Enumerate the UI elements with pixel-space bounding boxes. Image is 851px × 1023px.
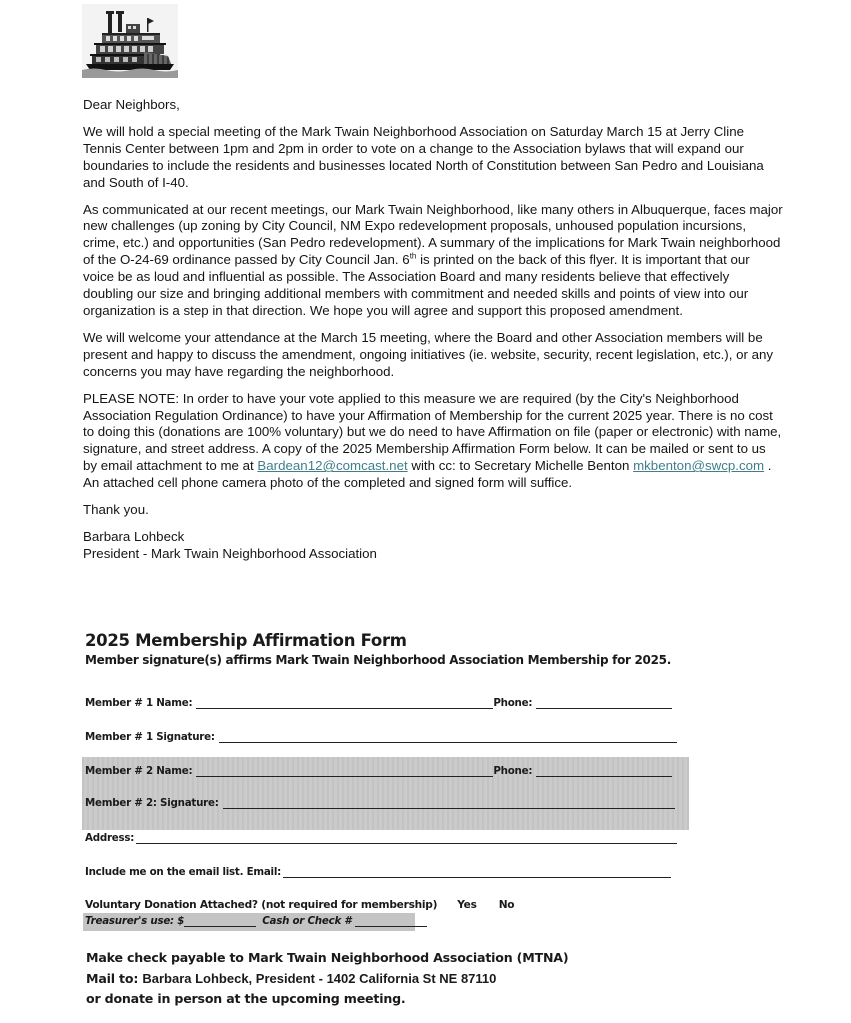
greeting: Dear Neighbors, [83, 97, 180, 112]
member2-phone-field[interactable] [536, 765, 672, 777]
form-subtitle: Member signature(s) affirms Mark Twain Neighborhood Association Membership for 2025. [85, 653, 671, 667]
paragraph-challenges-text-cont: is printed on the back of this flyer. It is important that our voice be as loud and influential as possible. The Association Board and many residents believe that effectively doubling our size and bringing additional members with commitment and needed skills and points of view into our organization is a step in that direction. We hope you will agree and support this proposed amendment. [83, 252, 750, 318]
form-title: 2025 Membership Affirmation Form [85, 631, 407, 650]
mail-to-address: Barbara Lohbeck, President - 1402 California St NE 87110 [142, 970, 497, 986]
membership-affirmation-form [85, 630, 705, 927]
member1-name-label: Member # 1 Name: [85, 697, 193, 709]
email-list-row [85, 866, 671, 878]
mail-to-line [86, 969, 568, 990]
member2-signature-field[interactable] [223, 797, 675, 809]
address-label: Address: [85, 832, 135, 844]
payment-instructions [86, 948, 568, 1010]
paragraph-challenges-text: As communicated at our recent meetings, our Mark Twain Neighborhood, like many others in Albuquerque, faces major new challenges (up zoning by City Council, NM Expo redevelopment proposals, unhoused population incursions, crime, etc.) and opportunities (San Pedro redevelopment). A summary of the implications for Mark Twain neighborhood of the O-24-69 ordinance passed by City Council Jan. 6 [83, 201, 783, 268]
riverboat-logo-icon [82, 4, 178, 78]
signature-block [83, 529, 783, 563]
address-field[interactable] [136, 832, 677, 844]
member1-name-row [85, 697, 672, 709]
email-link-mkbenton[interactable]: mkbenton@swcp.com [633, 458, 765, 474]
signer-title: President - Mark Twain Neighborhood Association [83, 545, 377, 561]
please-note-text: PLEASE NOTE: In order to have your vote applied to this measure we are required (by the City's Neighborhood Association Regulation Ordinance) to have your Affirmation of Membership for the current 2025 year. There is no cost to doing this (donations are 100% voluntary) but we do need to have Affirmation on file (paper or electronic) with name, signature, and street address. A copy of the 2025 Membership Affirmation Form below. It can be mailed or sent to us by email attachment to me at [83, 390, 782, 474]
member1-phone-field[interactable] [536, 697, 672, 709]
member2-name-field[interactable] [196, 765, 493, 777]
paragraph-meeting-announcement: We will hold a special meeting of the Mark Twain Neighborhood Association on Saturday March 15 at Jerry Cline Tennis Center between 1pm and 2pm in order to vote on a change to the Association bylaws that will expand our boundaries to include the residents and businesses located North of Constitution between San Pedro and Louisiana and South of I-40. [83, 123, 764, 190]
paragraph-challenges [83, 202, 783, 320]
treasurer-use-label: Treasurer's use: $ [85, 915, 185, 927]
mail-to-label: Mail to: [86, 970, 143, 986]
member1-phone-label: Phone: [493, 697, 533, 709]
member1-signature-field[interactable] [219, 731, 677, 743]
email-list-field[interactable] [283, 866, 671, 878]
member2-phone-label: Phone: [493, 765, 533, 777]
address-row [85, 832, 677, 844]
member2-name-label: Member # 2 Name: [85, 765, 193, 777]
letter-body [83, 97, 783, 563]
closing: Thank you. [83, 502, 149, 518]
treasurer-amount-field[interactable] [184, 915, 256, 927]
member1-name-field[interactable] [196, 697, 493, 709]
email-link-bardean[interactable]: Bardean12@comcast.net [257, 458, 408, 474]
signer-name: Barbara Lohbeck [83, 528, 185, 544]
donate-in-person-text: or donate in person at the upcoming meeting. [86, 991, 406, 1006]
member1-signature-label: Member # 1 Signature: [85, 731, 215, 743]
member2-signature-label: Member # 2: Signature: [85, 797, 219, 809]
member2-signature-row [85, 797, 675, 809]
donation-label: Voluntary Donation Attached? (not required for membership) [85, 899, 438, 911]
check-number-field[interactable] [355, 915, 427, 927]
ordinal-superscript: th [409, 251, 417, 261]
email-list-label: Include me on the email list. Email: [85, 866, 281, 878]
member2-name-row [85, 765, 672, 777]
donation-no-option[interactable]: No [498, 899, 515, 911]
check-payable-text: Make check payable to Mark Twain Neighborhood Association (MTNA) [86, 950, 569, 965]
donation-row [85, 899, 514, 911]
treasurer-use-row [85, 915, 427, 927]
please-note-closing-text: . An attached cell phone camera photo of the completed and signed form will suffice. [83, 458, 772, 491]
paragraph-welcome: We will welcome your attendance at the March 15 meeting, where the Board and other Association members will be present and happy to discuss the amendment, ongoing initiatives (ie. website, security, recent legislation, etc.), or any concerns you may have regarding the neighborhood. [83, 329, 774, 379]
cash-or-check-label: Cash or Check # [262, 915, 352, 927]
member1-signature-row [85, 731, 677, 743]
donation-yes-option[interactable]: Yes [457, 899, 477, 911]
please-note-cc-text: with cc: to Secretary Michelle Benton [407, 458, 634, 474]
paragraph-please-note [83, 391, 783, 492]
